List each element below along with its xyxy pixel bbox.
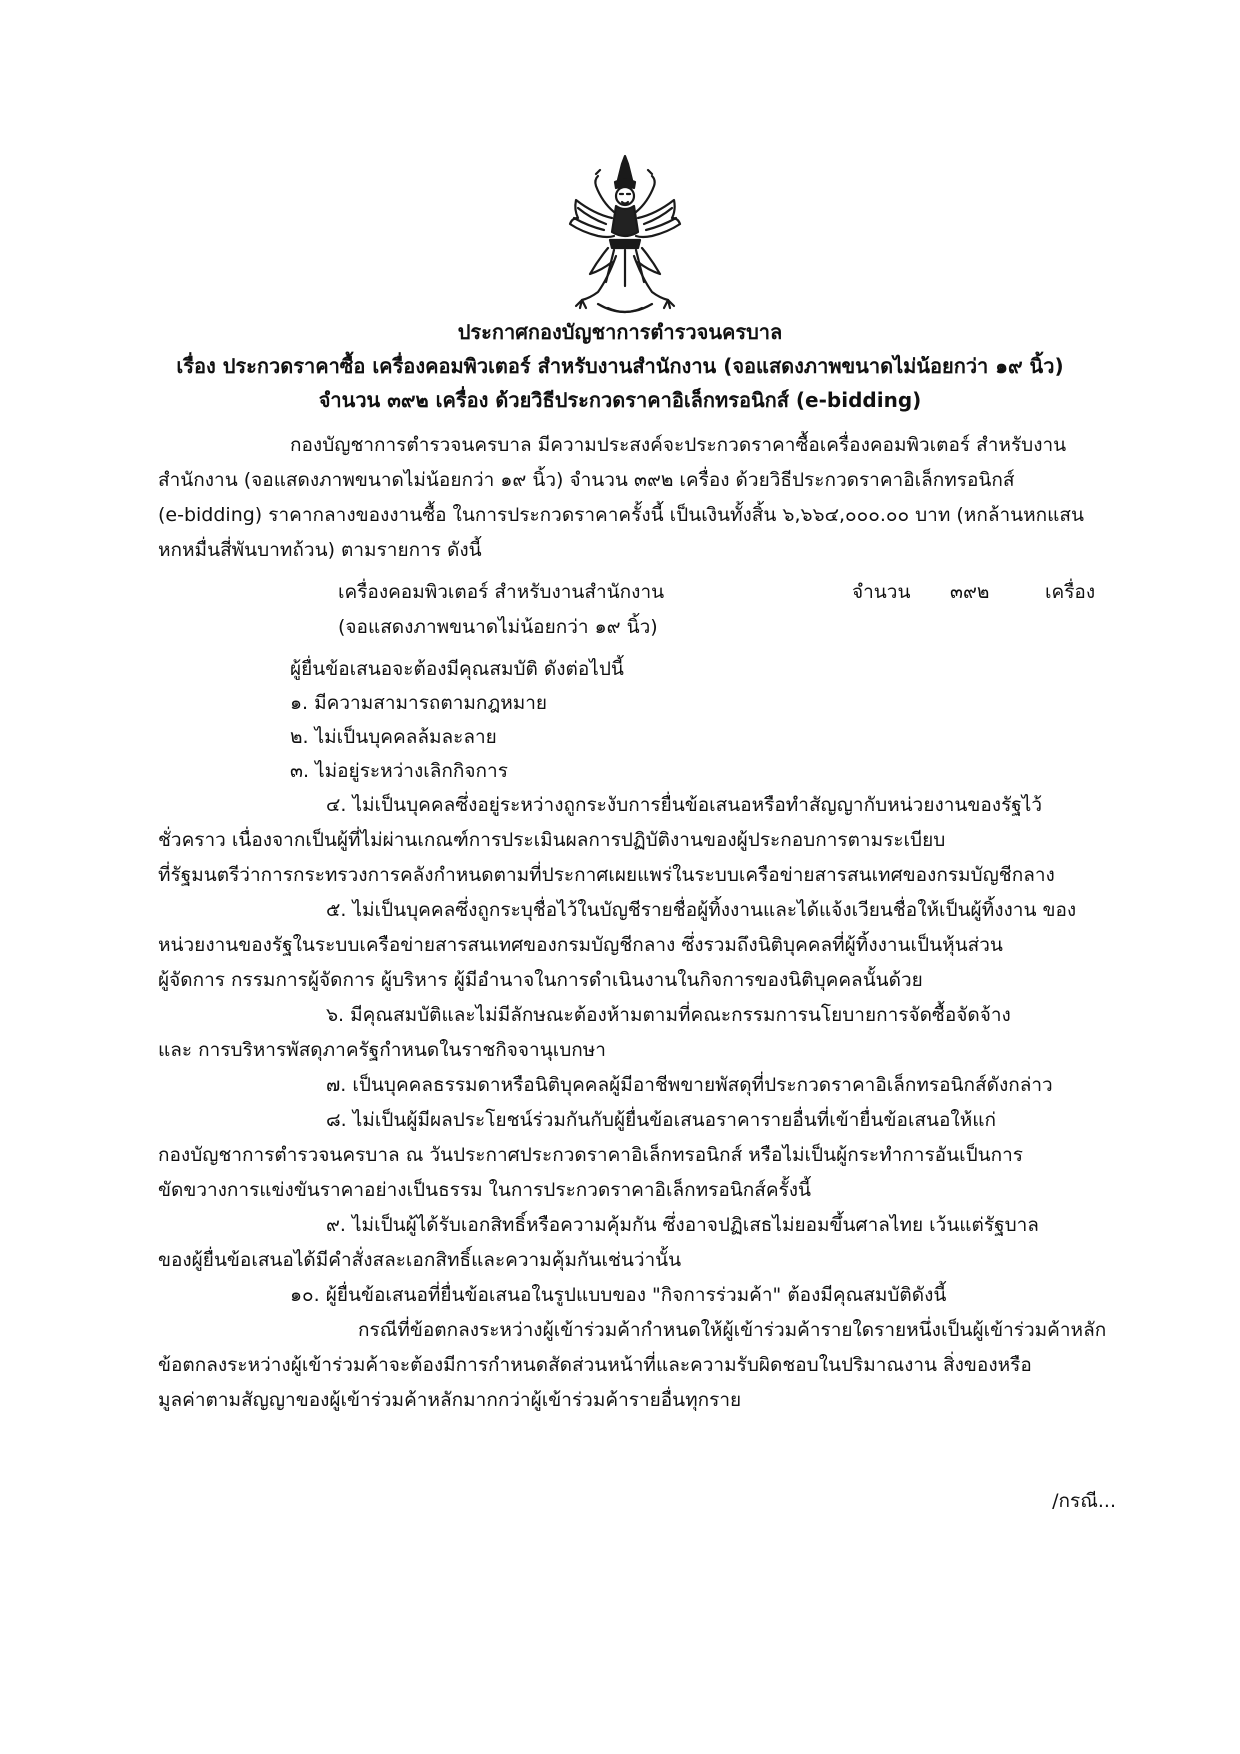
announcement-title <box>150 322 1090 342</box>
qualification-10-para-line-2: ข้อตกลงระหว่างผู้เข้าร่วมค้าจะต้องมีการกำหนดสัดส่วนหน้าที่และความรับผิดชอบในปริมาณงาน สิ่งของหรือ <box>158 1354 1032 1376</box>
intro-line-1: กองบัญชาการตำรวจนครบาล มีความประสงค์จะประกวดราคาซื้อเครื่องคอมพิวเตอร์ สำหรับงาน <box>290 434 1067 456</box>
qualification-2: ๒. ไม่เป็นบุคคลล้มละลาย <box>290 726 497 748</box>
qualification-9-line-1: ๙. ไม่เป็นผู้ได้รับเอกสิทธิ์หรือความคุ้มกัน ซึ่งอาจปฏิเสธไม่ยอมขึ้นศาลไทย เว้นแต่รัฐบาล <box>326 1214 1039 1236</box>
qualification-6-line-1: ๖. มีคุณสมบัติและไม่มีลักษณะต้องห้ามตามที่คณะกรรมการนโยบายการจัดซื้อจัดจ้าง <box>326 1004 1011 1026</box>
announcement-subject <box>150 356 1090 376</box>
item-amount: ๓๙๒ <box>950 581 990 603</box>
qualification-5-line-2: หน่วยงานของรัฐในระบบเครือข่ายสารสนเทศของกรมบัญชีกลาง ซึ่งรวมถึงนิติบุคคลที่ผู้ทิ้งงานเป็นหุ้นส่วน <box>158 934 1003 956</box>
page-continuation: /กรณี... <box>1052 1490 1116 1512</box>
qualification-10: ๑๐. ผู้ยื่นข้อเสนอที่ยื่นข้อเสนอในรูปแบบของ "กิจการร่วมค้า" ต้องมีคุณสมบัติดังนี้ <box>290 1284 947 1306</box>
intro-line-3: (e-bidding) ราคากลางของงานซื้อ ในการประกวดราคาครั้งนี้ เป็นเงินทั้งสิ้น ๖,๖๖๔,๐๐๐.๐๐ บาท (หกล้านหกแสน <box>158 504 1084 526</box>
item-unit: เครื่อง <box>1045 581 1096 603</box>
qualification-10-para-line-1: กรณีที่ข้อตกลงระหว่างผู้เข้าร่วมค้ากำหนดให้ผู้เข้าร่วมค้ารายใดรายหนึ่งเป็นผู้เข้าร่วมค้าหลัก <box>358 1319 1107 1341</box>
qualification-4-line-3: ที่รัฐมนตรีว่าการกระทรวงการคลังกำหนดตามที่ประกาศเผยแพร่ในระบบเครือข่ายสารสนเทศของกรมบัญชีกลาง <box>158 864 1055 886</box>
qualification-6-line-2: และ การบริหารพัสดุภาครัฐกำหนดในราชกิจจานุเบกษา <box>158 1039 606 1061</box>
qualification-8-line-3: ขัดขวางการแข่งขันราคาอย่างเป็นธรรม ในการประกวดราคาอิเล็กทรอนิกส์ครั้งนี้ <box>158 1179 811 1201</box>
qualification-4-line-2: ชั่วคราว เนื่องจากเป็นผู้ที่ไม่ผ่านเกณฑ์การประเมินผลการปฏิบัติงานของผู้ประกอบการตามระเบียบ <box>158 829 946 851</box>
announcement-subject-cont <box>150 390 1090 410</box>
qualification-9-line-2: ของผู้ยื่นข้อเสนอได้มีคำสั่งสละเอกสิทธิ์และความคุ้มกันเช่นว่านั้น <box>158 1249 682 1271</box>
garuda-emblem-icon <box>568 152 682 320</box>
qualification-3: ๓. ไม่อยู่ระหว่างเลิกกิจการ <box>290 760 508 782</box>
title-line-1: ประกาศกองบัญชาการตำรวจนครบาล <box>457 320 783 344</box>
qualification-1: ๑. มีความสามารถตามกฎหมาย <box>290 692 548 714</box>
intro-line-2: สำนักงาน (จอแสดงภาพขนาดไม่น้อยกว่า ๑๙ นิ้ว) จำนวน ๓๙๒ เครื่อง ด้วยวิธีประกวดราคาอิเล็กทรอนิกส์ <box>158 469 1015 491</box>
qualification-5-line-1: ๕. ไม่เป็นบุคคลซึ่งถูกระบุชื่อไว้ในบัญชีรายชื่อผู้ทิ้งงานและได้แจ้งเวียนชื่อให้เป็นผู้ทิ้งงาน ของ <box>326 899 1077 921</box>
qualification-8-line-2: กองบัญชาการตำรวจนครบาล ณ วันประกาศประกวดราคาอิเล็กทรอนิกส์ หรือไม่เป็นผู้กระทำการอันเป็นการ <box>158 1144 1024 1166</box>
item-name: เครื่องคอมพิวเตอร์ สำหรับงานสำนักงาน <box>338 581 665 603</box>
item-name-detail: (จอแสดงภาพขนาดไม่น้อยกว่า ๑๙ นิ้ว) <box>338 616 658 638</box>
qualifications-heading: ผู้ยื่นข้อเสนอจะต้องมีคุณสมบัติ ดังต่อไปนี้ <box>290 658 624 680</box>
title-line-2: เรื่อง ประกวดราคาซื้อ เครื่องคอมพิวเตอร์ สำหรับงานสำนักงาน (จอแสดงภาพขนาดไม่น้อยกว่า ๑๙ นิ้ว) <box>176 354 1064 378</box>
title-line-3: จำนวน ๓๙๒ เครื่อง ด้วยวิธีประกวดราคาอิเล็กทรอนิกส์ (e-bidding) <box>318 388 922 412</box>
qualification-4-line-1: ๔. ไม่เป็นบุคคลซึ่งอยู่ระหว่างถูกระงับการยื่นข้อเสนอหรือทำสัญญากับหน่วยงานของรัฐไว้ <box>326 794 1042 816</box>
qualification-10-para-line-3: มูลค่าตามสัญญาของผู้เข้าร่วมค้าหลักมากกว่าผู้เข้าร่วมค้ารายอื่นทุกราย <box>158 1389 742 1411</box>
qualification-5-line-3: ผู้จัดการ กรรมการผู้จัดการ ผู้บริหาร ผู้มีอำนาจในการดำเนินงานในกิจการของนิติบุคคลนั้นด้วย <box>158 969 923 991</box>
qualification-7: ๗. เป็นบุคคลธรรมดาหรือนิติบุคคลผู้มีอาชีพขายพัสดุที่ประกวดราคาอิเล็กทรอนิกส์ดังกล่าว <box>326 1074 1053 1096</box>
qualification-8-line-1: ๘. ไม่เป็นผู้มีผลประโยชน์ร่วมกันกับผู้ยื่นข้อเสนอราคารายอื่นที่เข้ายื่นข้อเสนอให้แก่ <box>326 1109 996 1131</box>
intro-line-4: หกหมื่นสี่พันบาทถ้วน) ตามรายการ ดังนี้ <box>158 539 482 561</box>
item-amount-label: จำนวน <box>852 581 911 603</box>
